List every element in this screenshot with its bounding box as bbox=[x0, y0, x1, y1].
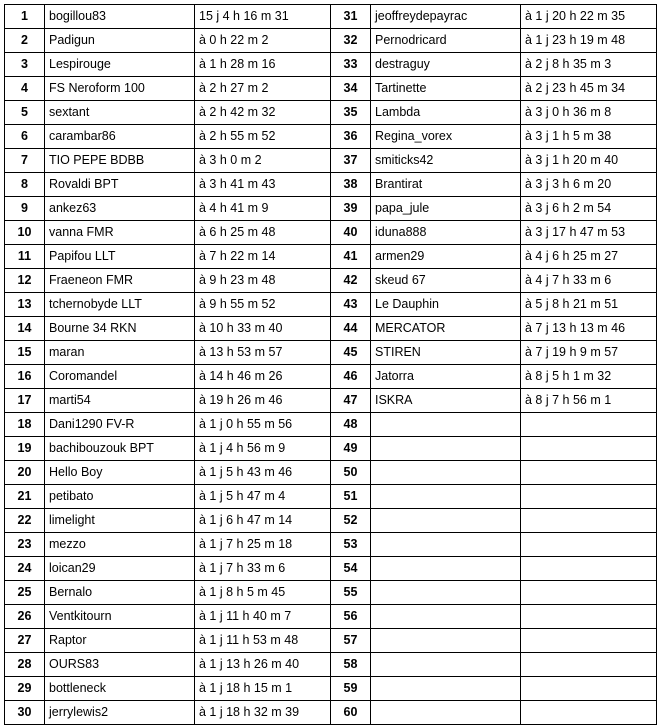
right-name-cell: smiticks42 bbox=[371, 149, 521, 173]
left-name-cell: limelight bbox=[45, 509, 195, 533]
right-time-cell bbox=[521, 413, 657, 437]
left-name-cell: Lespirouge bbox=[45, 53, 195, 77]
right-time-cell: à 3 j 17 h 47 m 53 bbox=[521, 221, 657, 245]
left-name-cell: bachibouzouk BPT bbox=[45, 437, 195, 461]
left-time-cell: à 4 h 41 m 9 bbox=[195, 197, 331, 221]
left-rank-cell: 6 bbox=[5, 125, 45, 149]
right-rank-cell: 35 bbox=[331, 101, 371, 125]
table-row bbox=[5, 365, 657, 389]
table-row bbox=[5, 149, 657, 173]
left-rank-cell: 16 bbox=[5, 365, 45, 389]
right-time-cell: à 4 j 6 h 25 m 27 bbox=[521, 245, 657, 269]
table-row bbox=[5, 389, 657, 413]
left-rank-cell: 19 bbox=[5, 437, 45, 461]
right-name-cell bbox=[371, 701, 521, 725]
left-time-cell: à 2 h 27 m 2 bbox=[195, 77, 331, 101]
table-row bbox=[5, 101, 657, 125]
right-rank-cell: 45 bbox=[331, 341, 371, 365]
left-rank-cell: 25 bbox=[5, 581, 45, 605]
left-rank-cell: 22 bbox=[5, 509, 45, 533]
right-name-cell: Pernodricard bbox=[371, 29, 521, 53]
left-rank-cell: 20 bbox=[5, 461, 45, 485]
table-row bbox=[5, 125, 657, 149]
left-name-cell: sextant bbox=[45, 101, 195, 125]
left-time-cell: à 1 j 5 h 43 m 46 bbox=[195, 461, 331, 485]
right-name-cell: papa_jule bbox=[371, 197, 521, 221]
right-rank-cell: 55 bbox=[331, 581, 371, 605]
left-time-cell: à 3 h 0 m 2 bbox=[195, 149, 331, 173]
left-rank-cell: 28 bbox=[5, 653, 45, 677]
right-name-cell bbox=[371, 437, 521, 461]
table-row bbox=[5, 53, 657, 77]
right-name-cell: iduna888 bbox=[371, 221, 521, 245]
left-rank-cell: 11 bbox=[5, 245, 45, 269]
left-rank-cell: 8 bbox=[5, 173, 45, 197]
left-time-cell: à 1 j 11 h 53 m 48 bbox=[195, 629, 331, 653]
right-time-cell: à 7 j 13 h 13 m 46 bbox=[521, 317, 657, 341]
left-name-cell: Fraeneon FMR bbox=[45, 269, 195, 293]
left-time-cell: à 1 j 7 h 25 m 18 bbox=[195, 533, 331, 557]
right-name-cell bbox=[371, 461, 521, 485]
left-name-cell: Padigun bbox=[45, 29, 195, 53]
left-time-cell: à 7 h 22 m 14 bbox=[195, 245, 331, 269]
right-time-cell: à 4 j 7 h 33 m 6 bbox=[521, 269, 657, 293]
right-name-cell bbox=[371, 653, 521, 677]
right-rank-cell: 48 bbox=[331, 413, 371, 437]
left-time-cell: à 1 j 6 h 47 m 14 bbox=[195, 509, 331, 533]
right-name-cell: Jatorra bbox=[371, 365, 521, 389]
table-row bbox=[5, 77, 657, 101]
right-name-cell: MERCATOR bbox=[371, 317, 521, 341]
right-time-cell: à 5 j 8 h 21 m 51 bbox=[521, 293, 657, 317]
right-time-cell: à 3 j 1 h 5 m 38 bbox=[521, 125, 657, 149]
left-name-cell: petibato bbox=[45, 485, 195, 509]
left-rank-cell: 14 bbox=[5, 317, 45, 341]
left-time-cell: à 10 h 33 m 40 bbox=[195, 317, 331, 341]
right-rank-cell: 37 bbox=[331, 149, 371, 173]
right-name-cell: Le Dauphin bbox=[371, 293, 521, 317]
right-time-cell: à 7 j 19 h 9 m 57 bbox=[521, 341, 657, 365]
left-rank-cell: 15 bbox=[5, 341, 45, 365]
left-name-cell: Rovaldi BPT bbox=[45, 173, 195, 197]
table-row bbox=[5, 269, 657, 293]
left-time-cell: à 1 j 0 h 55 m 56 bbox=[195, 413, 331, 437]
right-time-cell: à 3 j 1 h 20 m 40 bbox=[521, 149, 657, 173]
left-name-cell: Papifou LLT bbox=[45, 245, 195, 269]
right-name-cell bbox=[371, 677, 521, 701]
right-name-cell bbox=[371, 581, 521, 605]
left-name-cell: bottleneck bbox=[45, 677, 195, 701]
left-rank-cell: 18 bbox=[5, 413, 45, 437]
right-name-cell: jeoffreydepayrac bbox=[371, 5, 521, 29]
left-time-cell: à 1 j 8 h 5 m 45 bbox=[195, 581, 331, 605]
table-row bbox=[5, 5, 657, 29]
table-row bbox=[5, 581, 657, 605]
left-name-cell: Hello Boy bbox=[45, 461, 195, 485]
right-rank-cell: 56 bbox=[331, 605, 371, 629]
table-row bbox=[5, 701, 657, 725]
left-rank-cell: 10 bbox=[5, 221, 45, 245]
left-name-cell: carambar86 bbox=[45, 125, 195, 149]
left-name-cell: maran bbox=[45, 341, 195, 365]
right-name-cell bbox=[371, 533, 521, 557]
right-time-cell bbox=[521, 485, 657, 509]
right-time-cell bbox=[521, 677, 657, 701]
left-name-cell: jerrylewis2 bbox=[45, 701, 195, 725]
left-time-cell: à 0 h 22 m 2 bbox=[195, 29, 331, 53]
left-time-cell: à 14 h 46 m 26 bbox=[195, 365, 331, 389]
table-row bbox=[5, 485, 657, 509]
left-rank-cell: 12 bbox=[5, 269, 45, 293]
table-row bbox=[5, 341, 657, 365]
right-time-cell bbox=[521, 461, 657, 485]
right-rank-cell: 33 bbox=[331, 53, 371, 77]
table-row bbox=[5, 293, 657, 317]
right-name-cell bbox=[371, 413, 521, 437]
left-time-cell: à 19 h 26 m 46 bbox=[195, 389, 331, 413]
left-rank-cell: 30 bbox=[5, 701, 45, 725]
right-name-cell: ISKRA bbox=[371, 389, 521, 413]
right-rank-cell: 32 bbox=[331, 29, 371, 53]
left-rank-cell: 13 bbox=[5, 293, 45, 317]
right-time-cell: à 8 j 7 h 56 m 1 bbox=[521, 389, 657, 413]
right-rank-cell: 42 bbox=[331, 269, 371, 293]
right-name-cell: Tartinette bbox=[371, 77, 521, 101]
right-time-cell bbox=[521, 557, 657, 581]
left-time-cell: à 6 h 25 m 48 bbox=[195, 221, 331, 245]
right-time-cell: à 3 j 0 h 36 m 8 bbox=[521, 101, 657, 125]
right-time-cell bbox=[521, 605, 657, 629]
left-name-cell: mezzo bbox=[45, 533, 195, 557]
right-name-cell bbox=[371, 557, 521, 581]
right-rank-cell: 41 bbox=[331, 245, 371, 269]
right-name-cell: skeud 67 bbox=[371, 269, 521, 293]
right-time-cell: à 3 j 6 h 2 m 54 bbox=[521, 197, 657, 221]
right-rank-cell: 47 bbox=[331, 389, 371, 413]
table-row bbox=[5, 245, 657, 269]
right-time-cell bbox=[521, 533, 657, 557]
left-rank-cell: 21 bbox=[5, 485, 45, 509]
right-rank-cell: 38 bbox=[331, 173, 371, 197]
left-rank-cell: 29 bbox=[5, 677, 45, 701]
right-time-cell: à 1 j 20 h 22 m 35 bbox=[521, 5, 657, 29]
left-time-cell: à 1 j 18 h 15 m 1 bbox=[195, 677, 331, 701]
right-name-cell: destraguy bbox=[371, 53, 521, 77]
left-time-cell: à 1 j 11 h 40 m 7 bbox=[195, 605, 331, 629]
right-rank-cell: 43 bbox=[331, 293, 371, 317]
table-row bbox=[5, 677, 657, 701]
right-name-cell: armen29 bbox=[371, 245, 521, 269]
right-rank-cell: 53 bbox=[331, 533, 371, 557]
right-name-cell: Brantirat bbox=[371, 173, 521, 197]
right-name-cell: STIREN bbox=[371, 341, 521, 365]
left-time-cell: 15 j 4 h 16 m 31 bbox=[195, 5, 331, 29]
table-row bbox=[5, 29, 657, 53]
right-rank-cell: 44 bbox=[331, 317, 371, 341]
right-name-cell bbox=[371, 605, 521, 629]
left-time-cell: à 1 j 4 h 56 m 9 bbox=[195, 437, 331, 461]
left-time-cell: à 2 h 42 m 32 bbox=[195, 101, 331, 125]
left-time-cell: à 13 h 53 m 57 bbox=[195, 341, 331, 365]
left-rank-cell: 7 bbox=[5, 149, 45, 173]
right-rank-cell: 34 bbox=[331, 77, 371, 101]
left-rank-cell: 26 bbox=[5, 605, 45, 629]
right-time-cell: à 2 j 8 h 35 m 3 bbox=[521, 53, 657, 77]
right-name-cell bbox=[371, 629, 521, 653]
table-row bbox=[5, 629, 657, 653]
left-name-cell: Raptor bbox=[45, 629, 195, 653]
right-rank-cell: 58 bbox=[331, 653, 371, 677]
right-rank-cell: 40 bbox=[331, 221, 371, 245]
left-rank-cell: 1 bbox=[5, 5, 45, 29]
table-row bbox=[5, 317, 657, 341]
left-time-cell: à 9 h 23 m 48 bbox=[195, 269, 331, 293]
right-time-cell bbox=[521, 509, 657, 533]
right-rank-cell: 46 bbox=[331, 365, 371, 389]
right-rank-cell: 50 bbox=[331, 461, 371, 485]
right-rank-cell: 57 bbox=[331, 629, 371, 653]
right-time-cell bbox=[521, 629, 657, 653]
left-name-cell: tchernobyde LLT bbox=[45, 293, 195, 317]
left-rank-cell: 27 bbox=[5, 629, 45, 653]
right-time-cell bbox=[521, 581, 657, 605]
left-rank-cell: 4 bbox=[5, 77, 45, 101]
table-row bbox=[5, 533, 657, 557]
left-time-cell: à 1 j 7 h 33 m 6 bbox=[195, 557, 331, 581]
right-time-cell: à 8 j 5 h 1 m 32 bbox=[521, 365, 657, 389]
right-time-cell: à 3 j 3 h 6 m 20 bbox=[521, 173, 657, 197]
left-name-cell: Bernalo bbox=[45, 581, 195, 605]
left-name-cell: Coromandel bbox=[45, 365, 195, 389]
left-name-cell: Dani1290 FV-R bbox=[45, 413, 195, 437]
left-rank-cell: 5 bbox=[5, 101, 45, 125]
left-rank-cell: 17 bbox=[5, 389, 45, 413]
right-time-cell bbox=[521, 653, 657, 677]
table-row bbox=[5, 605, 657, 629]
standings-table bbox=[4, 4, 657, 725]
left-name-cell: ankez63 bbox=[45, 197, 195, 221]
left-rank-cell: 23 bbox=[5, 533, 45, 557]
right-time-cell: à 1 j 23 h 19 m 48 bbox=[521, 29, 657, 53]
table-row bbox=[5, 653, 657, 677]
right-rank-cell: 54 bbox=[331, 557, 371, 581]
left-name-cell: FS Neroform 100 bbox=[45, 77, 195, 101]
left-name-cell: vanna FMR bbox=[45, 221, 195, 245]
right-rank-cell: 31 bbox=[331, 5, 371, 29]
left-name-cell: bogillou83 bbox=[45, 5, 195, 29]
left-rank-cell: 9 bbox=[5, 197, 45, 221]
table-row bbox=[5, 461, 657, 485]
right-rank-cell: 60 bbox=[331, 701, 371, 725]
left-name-cell: loican29 bbox=[45, 557, 195, 581]
right-name-cell: Regina_vorex bbox=[371, 125, 521, 149]
left-rank-cell: 2 bbox=[5, 29, 45, 53]
right-rank-cell: 52 bbox=[331, 509, 371, 533]
left-time-cell: à 2 h 55 m 52 bbox=[195, 125, 331, 149]
table-row bbox=[5, 197, 657, 221]
standings-body bbox=[5, 5, 657, 725]
left-time-cell: à 9 h 55 m 52 bbox=[195, 293, 331, 317]
left-rank-cell: 3 bbox=[5, 53, 45, 77]
left-name-cell: Bourne 34 RKN bbox=[45, 317, 195, 341]
left-rank-cell: 24 bbox=[5, 557, 45, 581]
right-name-cell bbox=[371, 485, 521, 509]
left-name-cell: OURS83 bbox=[45, 653, 195, 677]
table-row bbox=[5, 413, 657, 437]
right-rank-cell: 51 bbox=[331, 485, 371, 509]
left-name-cell: TIO PEPE BDBB bbox=[45, 149, 195, 173]
table-row bbox=[5, 557, 657, 581]
left-time-cell: à 1 j 5 h 47 m 4 bbox=[195, 485, 331, 509]
left-time-cell: à 1 h 28 m 16 bbox=[195, 53, 331, 77]
right-rank-cell: 36 bbox=[331, 125, 371, 149]
left-name-cell: Ventkitourn bbox=[45, 605, 195, 629]
left-time-cell: à 3 h 41 m 43 bbox=[195, 173, 331, 197]
left-name-cell: marti54 bbox=[45, 389, 195, 413]
right-name-cell: Lambda bbox=[371, 101, 521, 125]
right-time-cell: à 2 j 23 h 45 m 34 bbox=[521, 77, 657, 101]
right-rank-cell: 39 bbox=[331, 197, 371, 221]
right-rank-cell: 59 bbox=[331, 677, 371, 701]
table-row bbox=[5, 221, 657, 245]
right-time-cell bbox=[521, 701, 657, 725]
table-row bbox=[5, 173, 657, 197]
right-time-cell bbox=[521, 437, 657, 461]
table-row bbox=[5, 509, 657, 533]
right-name-cell bbox=[371, 509, 521, 533]
right-rank-cell: 49 bbox=[331, 437, 371, 461]
left-time-cell: à 1 j 13 h 26 m 40 bbox=[195, 653, 331, 677]
table-row bbox=[5, 437, 657, 461]
left-time-cell: à 1 j 18 h 32 m 39 bbox=[195, 701, 331, 725]
